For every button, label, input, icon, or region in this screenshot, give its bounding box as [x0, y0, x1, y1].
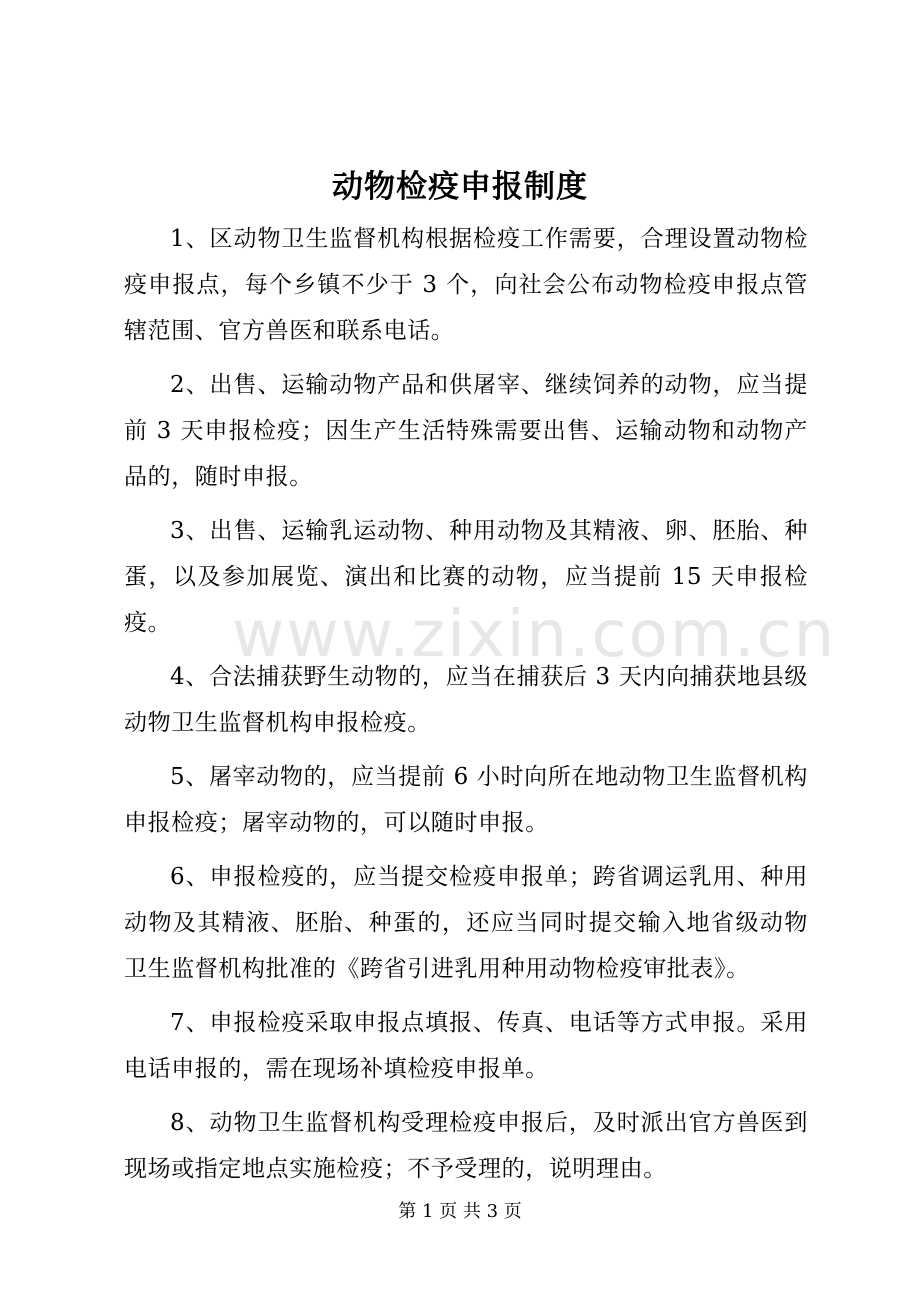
paragraph-7: 7、申报检疫采取申报点填报、传真、电话等方式申报。采用电话申报的，需在现场补填检疫申报单。: [124, 1010, 808, 1082]
paragraph-1: 1、区动物卫生监督机构根据检疫工作需要，合理设置动物检疫申报点，每个乡镇不少于 3 个，向社会公布动物检疫申报点管辖范围、官方兽医和联系电话。: [124, 226, 808, 344]
paragraph-2: 2、出售、运输动物产品和供屠宰、继续饲养的动物，应当提前 3 天申报检疫；因生产生活特殊需要出售、运输动物和动物产品的，随时申报。: [124, 372, 808, 490]
page-footer: 第 1 页 共 3 页: [398, 1201, 522, 1222]
document-body: [124, 216, 808, 1200]
paragraph-3: 3、出售、运输乳运动物、种用动物及其精液、卵、胚胎、种蛋，以及参加展览、演出和比赛的动物，应当提前 15 天申报检疫。: [124, 518, 808, 636]
paragraph-6: 6、申报检疫的，应当提交检疫申报单；跨省调运乳用、种用动物及其精液、胚胎、种蛋的，还应当同时提交输入地省级动物卫生监督机构批准的《跨省引进乳用种用动物检疫审批表》。: [124, 864, 808, 982]
watermark-text: www.zixin.com.cn: [232, 598, 837, 672]
document-title: 动物检疫申报制度: [332, 169, 588, 205]
paragraph-8: 8、动物卫生监督机构受理检疫申报后，及时派出官方兽医到现场或指定地点实施检疫；不予受理的，说明理由。: [124, 1110, 808, 1182]
paragraph-4: 4、合法捕获野生动物的，应当在捕获后 3 天内向捕获地县级动物卫生监督机构申报检疫。: [124, 664, 808, 736]
paragraph-5: 5、屠宰动物的，应当提前 6 小时向所在地动物卫生监督机构申报检疫；屠宰动物的，可以随时申报。: [124, 764, 808, 836]
